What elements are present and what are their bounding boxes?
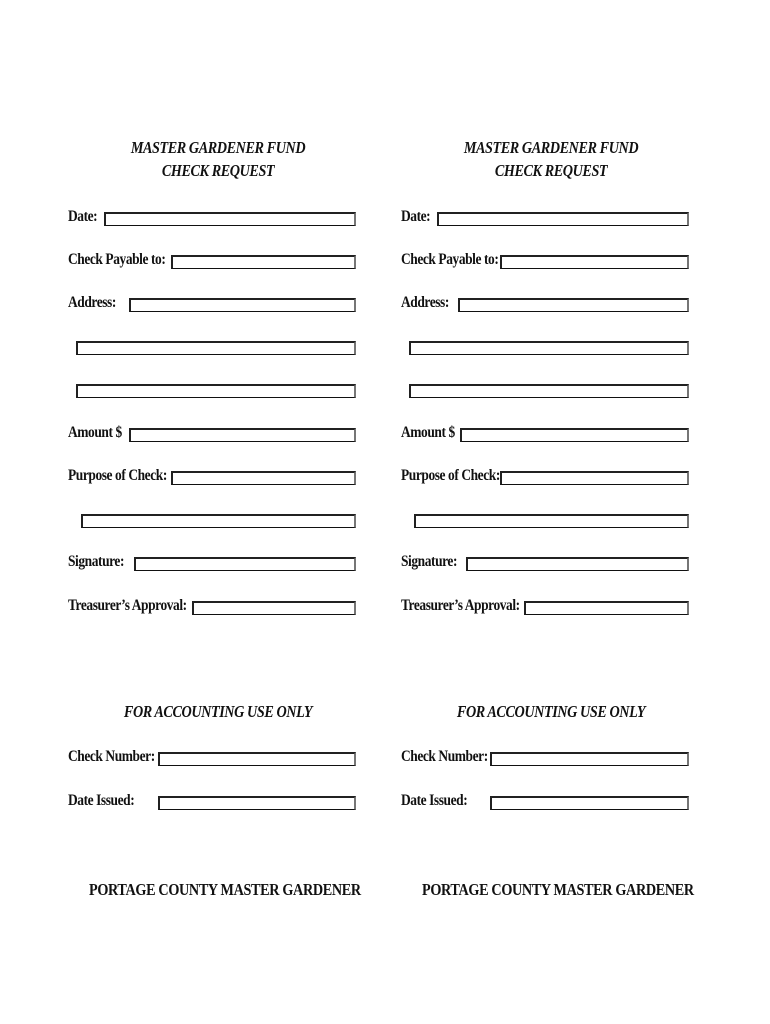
signature-field[interactable] (134, 557, 356, 571)
amount-label: Amount $ (68, 424, 122, 441)
date-label: Date: (68, 208, 98, 225)
address-field-3[interactable] (76, 384, 356, 398)
address-field-2[interactable] (76, 341, 356, 355)
payable-label: Check Payable to: (68, 251, 166, 268)
purpose-field-2[interactable] (81, 514, 356, 528)
address-field-1[interactable] (129, 298, 356, 312)
payable-label: Check Payable to: (401, 251, 499, 268)
treasurer-approval-label: Treasurer’s Approval: (68, 597, 187, 614)
amount-label: Amount $ (401, 424, 455, 441)
form-title-line1: MASTER GARDENER FUND (463, 138, 639, 157)
check-request-form-right (401, 0, 694, 1024)
date-issued-field[interactable] (158, 796, 356, 810)
treasurer-approval-field[interactable] (192, 601, 356, 615)
purpose-field-2[interactable] (414, 514, 689, 528)
footer-org-name: PORTAGE COUNTY MASTER GARDENER (89, 880, 361, 899)
date-issued-label: Date Issued: (68, 792, 135, 809)
check-number-label: Check Number: (68, 748, 155, 765)
amount-field[interactable] (129, 428, 356, 442)
purpose-field-1[interactable] (171, 471, 356, 485)
check-number-label: Check Number: (401, 748, 488, 765)
signature-field[interactable] (466, 557, 689, 571)
address-field-3[interactable] (409, 384, 689, 398)
payable-to-field[interactable] (171, 255, 356, 269)
signature-label: Signature: (401, 553, 458, 570)
address-label: Address: (401, 294, 449, 311)
form-title-line1: MASTER GARDENER FUND (130, 138, 306, 157)
form-title-line2: CHECK REQUEST (161, 161, 275, 180)
footer-org-name: PORTAGE COUNTY MASTER GARDENER (422, 880, 694, 899)
date-issued-label: Date Issued: (401, 792, 468, 809)
address-field-1[interactable] (458, 298, 689, 312)
form-title-line2: CHECK REQUEST (494, 161, 608, 180)
treasurer-approval-label: Treasurer’s Approval: (401, 597, 520, 614)
date-field[interactable] (104, 212, 356, 226)
signature-label: Signature: (68, 553, 125, 570)
date-label: Date: (401, 208, 431, 225)
date-field[interactable] (437, 212, 689, 226)
check-request-form-left (68, 0, 361, 1024)
accounting-heading: FOR ACCOUNTING USE ONLY (123, 702, 313, 721)
accounting-heading: FOR ACCOUNTING USE ONLY (456, 702, 646, 721)
address-label: Address: (68, 294, 116, 311)
treasurer-approval-field[interactable] (524, 601, 689, 615)
purpose-label: Purpose of Check: (401, 467, 500, 484)
purpose-field-1[interactable] (500, 471, 689, 485)
check-number-field[interactable] (490, 752, 689, 766)
address-field-2[interactable] (409, 341, 689, 355)
purpose-label: Purpose of Check: (68, 467, 167, 484)
date-issued-field[interactable] (490, 796, 689, 810)
check-number-field[interactable] (158, 752, 356, 766)
amount-field[interactable] (460, 428, 689, 442)
payable-to-field[interactable] (500, 255, 689, 269)
